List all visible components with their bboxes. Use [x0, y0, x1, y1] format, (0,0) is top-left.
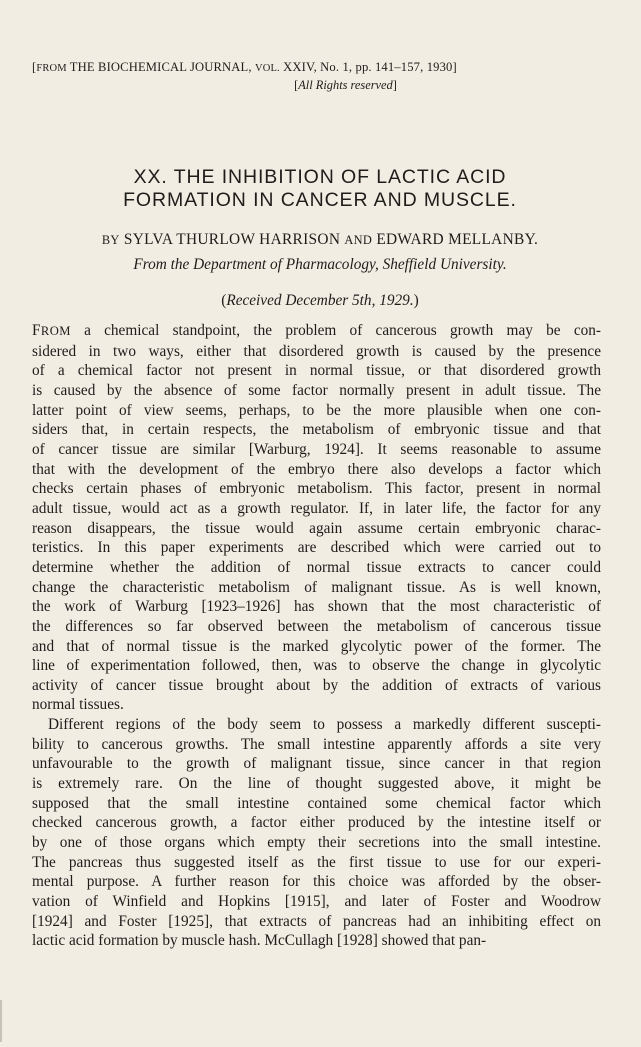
text-line: the work of Warburg [1923–1926] has shown that the most characteristic of [32, 598, 601, 616]
text-line: change the characteristic metabolism of malignant tissue. As is well known, [32, 578, 601, 596]
author-2: EDWARD MELLANBY. [376, 231, 539, 248]
text-line: adult tissue, would act as a growth regulator. If, in later life, the factor for any [32, 499, 601, 517]
text-line: mental purpose. A further reason for this choice was afforded by the obser- [32, 873, 601, 891]
and-label: AND [344, 233, 373, 247]
author-1: SYLVA THURLOW HARRISON [123, 231, 341, 248]
title-line-2: FORMATION IN CANCER AND MUSCLE. [123, 189, 517, 211]
text-line: the differences so far observed between the metabolism of cancerous tissue [32, 617, 601, 635]
text-line: vation of Winfield and Hopkins [1915], and later of Foster and Woodrow [32, 893, 601, 911]
text-line: supposed that the small intestine contained some chemical factor which [32, 794, 601, 812]
text-line: sidered in two ways, either that disordered growth is caused by the presence [32, 342, 601, 360]
title-line-1: XX. THE INHIBITION OF LACTIC ACID [133, 166, 507, 188]
lead-word: FROM [32, 322, 71, 339]
text-line: bility to cancerous growths. The small intestine apparently affords a site very [32, 735, 601, 753]
text-line: lactic acid formation by muscle hash. McCullagh [1928] showed that pan- [32, 932, 487, 950]
by-label: BY [101, 233, 120, 247]
text-line: is extremely rare. On the line of thought suggested above, it might be [32, 775, 601, 793]
paragraph-1 [32, 321, 601, 715]
text-line: checked cancerous growth, a factor either produced by the intestine itself or [32, 814, 601, 832]
paragraph-2 [32, 715, 601, 951]
text-line: Different regions of the body seem to possess a markedly different suscepti- [48, 716, 601, 734]
text-line: reason disappears, the tissue would again assume certain embryonic charac- [32, 519, 601, 537]
page-edge-mark [0, 1000, 2, 1042]
rights-notice: [All Rights reserved] [294, 78, 397, 92]
article-body [32, 321, 601, 951]
text-line: activity of cancer tissue brought about by the addition of extracts of various [32, 676, 601, 694]
text-line: The pancreas thus suggested itself as the first tissue to use for our experi- [32, 853, 601, 871]
citation-details: XXIV, No. 1, pp. 141–157, 1930] [279, 60, 457, 74]
text-line: normal tissues. [32, 696, 124, 714]
text-line: teristics. In this paper experiments are described which were carried out to [32, 539, 601, 557]
citation-journal: THE BIOCHEMICAL JOURNAL, [66, 60, 255, 74]
text-line: and that of normal tissue is the marked glycolytic power of the former. The [32, 637, 601, 655]
citation-vol: VOL. [255, 63, 280, 74]
text-line: siders that, in certain respects, the metabolism of embryonic tissue and that [32, 421, 601, 439]
text-line: [1924] and Foster [1925], that extracts of pancreas had an inhibiting effect on [32, 912, 601, 930]
text-line: of a chemical factor not present in normal tissue, or that disordered growth [32, 362, 601, 380]
text-line: by one of those organs which empty their secretions into the small intestine. [32, 834, 601, 852]
journal-citation [32, 60, 612, 75]
text-line: line of experimentation followed, then, was to observe the change in glycolytic [32, 657, 601, 675]
text-line: checks certain phases of embryonic metabolism. This factor, present in normal [32, 480, 601, 498]
author-line [30, 231, 610, 249]
text-line: FROM a chemical standpoint, the problem of cancerous growth may be con- [32, 322, 601, 339]
article-title [30, 166, 610, 212]
text-line: of cancer tissue are similar [Warburg, 1924]. It seems reasonable to assume [32, 440, 601, 458]
rights-text: All Rights reserved [298, 78, 393, 92]
citation-bracket: [ [32, 60, 37, 74]
text-line: determine whether the addition of normal tissue extracts to cancer could [32, 558, 601, 576]
received-date: (Received December 5th, 1929.) [221, 292, 419, 309]
text-line: that with the development of the embryo there also develops a factor which [32, 460, 601, 478]
text-line: unfavourable to the growth of malignant tissue, since cancer in that region [32, 755, 601, 773]
citation-from: FROM [36, 63, 67, 74]
text-line: latter point of view seems, perhaps, to be the more plausible when one con- [32, 401, 601, 419]
text-line: is caused by the absence of some factor normally present in adult tissue. The [32, 381, 601, 399]
affiliation: From the Department of Pharmacology, Sheffield University. [133, 256, 507, 273]
received-text: Received December 5th, 1929. [226, 292, 414, 309]
